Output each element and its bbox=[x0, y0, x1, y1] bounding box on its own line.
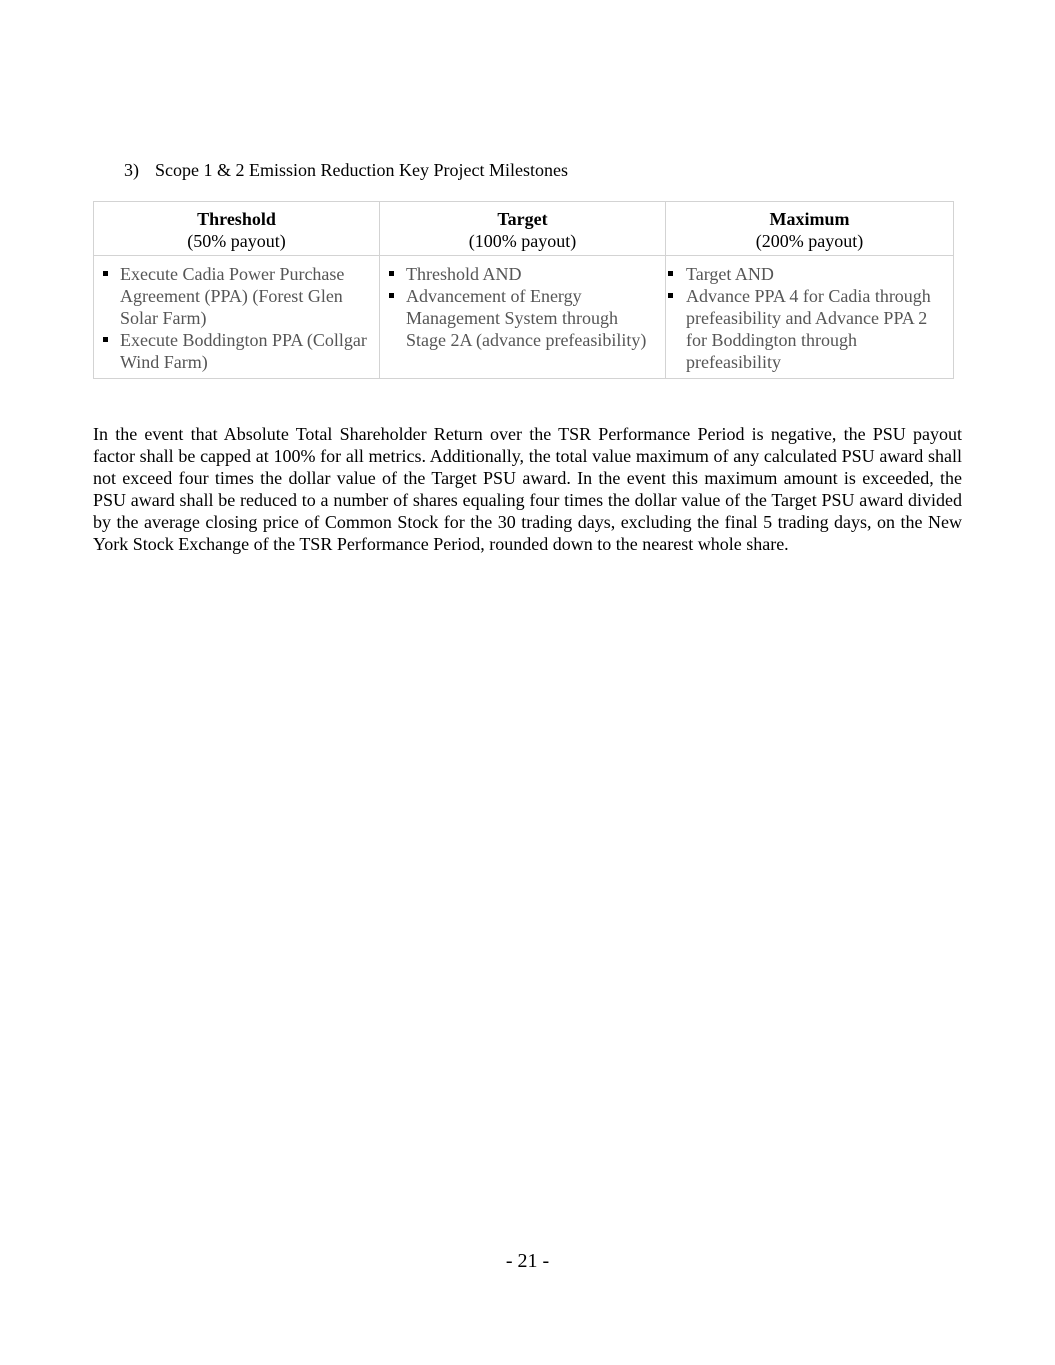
section-heading bbox=[124, 159, 568, 181]
list-item bbox=[386, 263, 659, 285]
cell-target bbox=[380, 256, 666, 379]
bullet-square-icon bbox=[668, 271, 673, 276]
list-item-text: Advance PPA 4 for Cadia through prefeasibility and Advance PPA 2 for Boddington through prefeasibility bbox=[686, 286, 931, 372]
target-list bbox=[386, 263, 659, 351]
table-header-row bbox=[94, 202, 954, 256]
table-row bbox=[94, 256, 954, 379]
section-number: 3) bbox=[124, 160, 139, 180]
bullet-square-icon bbox=[103, 337, 108, 342]
list-item-text: Target AND bbox=[686, 264, 774, 284]
cell-maximum bbox=[666, 256, 954, 379]
header-maximum-payout: (200% payout) bbox=[755, 231, 864, 251]
list-item-text: Advancement of Energy Management System through Stage 2A (advance prefeasibility) bbox=[406, 286, 647, 350]
bullet-square-icon bbox=[389, 293, 394, 298]
header-target-payout: (100% payout) bbox=[468, 231, 577, 251]
maximum-list bbox=[672, 263, 947, 373]
bullet-square-icon bbox=[389, 271, 394, 276]
cell-threshold bbox=[94, 256, 380, 379]
list-item bbox=[386, 285, 659, 351]
list-item bbox=[672, 263, 947, 285]
list-item-text: Execute Boddington PPA (Collgar Wind Farm) bbox=[120, 330, 367, 372]
header-target bbox=[380, 202, 666, 256]
list-item bbox=[672, 285, 947, 373]
section-title: Scope 1 & 2 Emission Reduction Key Project Milestones bbox=[155, 160, 568, 180]
list-item-text: Execute Cadia Power Purchase Agreement (PPA) (Forest Glen Solar Farm) bbox=[120, 264, 345, 328]
header-threshold-title: Threshold bbox=[197, 209, 276, 229]
threshold-list bbox=[100, 263, 373, 373]
page-number: - 21 - bbox=[505, 1250, 550, 1272]
list-item bbox=[100, 329, 373, 373]
header-threshold bbox=[94, 202, 380, 256]
body-paragraph: In the event that Absolute Total Shareholder Return over the TSR Performance Period is negative, the PSU payout factor shall be capped at 100% for all metrics. Additionally, the total value maximum of any calculated PSU award shall not exceed four times the dollar value of the Target PSU award. In the event this maximum amount is exceeded, the PSU award shall be reduced to a number of shares equaling four times the dollar value of the Target PSU award divided by the average closing price of Common Stock for the 30 trading days, excluding the final 5 trading days, on the New York Stock Exchange of the TSR Performance Period, rounded down to the nearest whole share. bbox=[93, 424, 962, 554]
milestones-table bbox=[93, 201, 954, 379]
header-threshold-payout: (50% payout) bbox=[187, 231, 286, 251]
bullet-square-icon bbox=[668, 293, 673, 298]
list-item bbox=[100, 263, 373, 329]
header-target-title: Target bbox=[497, 209, 548, 229]
header-maximum-title: Maximum bbox=[769, 209, 850, 229]
bullet-square-icon bbox=[103, 271, 108, 276]
list-item-text: Threshold AND bbox=[406, 264, 522, 284]
header-maximum bbox=[666, 202, 954, 256]
